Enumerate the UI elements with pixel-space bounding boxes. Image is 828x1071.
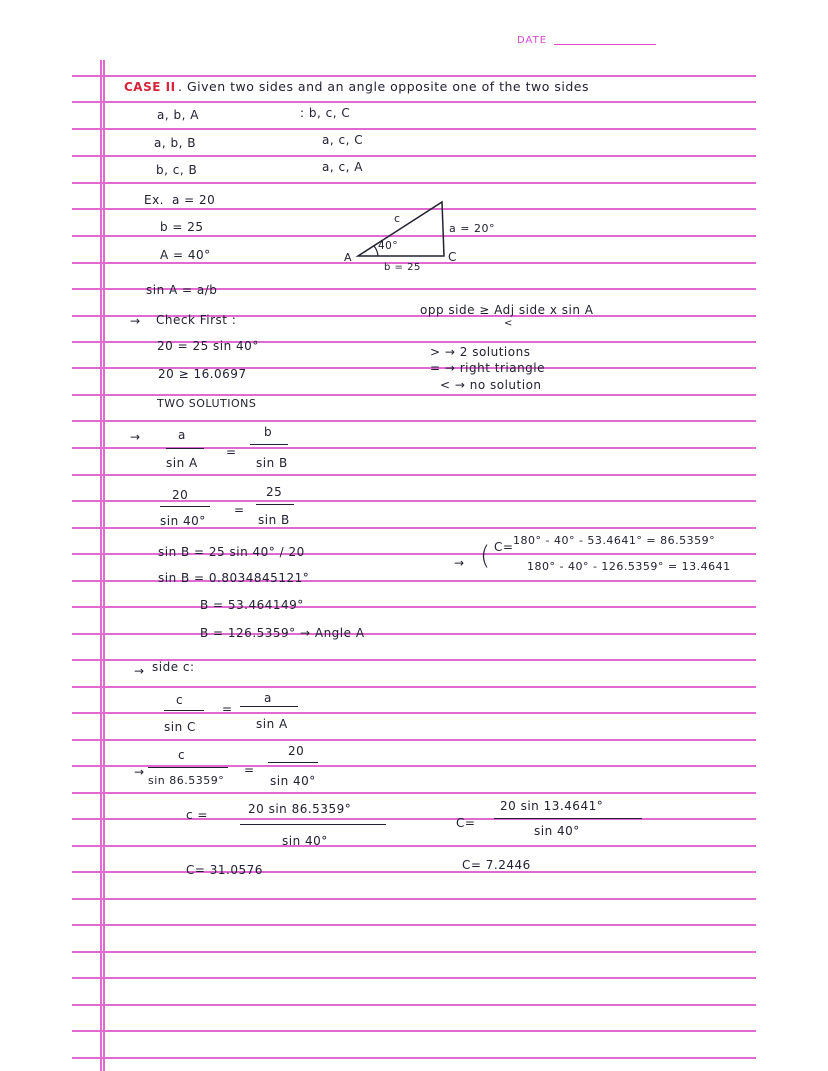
ruled-line [72,898,756,900]
law-sinA: sin A [166,456,198,470]
sub-20: 20 [172,488,189,502]
two-solutions: TWO SOLUTIONS [157,397,257,410]
sub-sin40: sin 40° [160,514,206,528]
fraction-bar [494,818,642,819]
ruled-line [72,977,756,979]
date-underline [554,44,656,45]
case-title: . Given two sides and an angle opposite one of the two sides [178,79,589,94]
sub-25: 25 [266,485,283,499]
fraction-bar [164,710,204,711]
ruled-line [72,712,756,714]
date-label: DATE [517,35,548,46]
sinB-value: sin B = 0.8034845121° [158,571,310,585]
example-a: a = 20 [172,193,216,207]
check-line-1: 20 = 25 sin 40° [157,339,259,353]
ruled-line [72,128,756,130]
ruled-line [72,420,756,422]
c2-20: 20 [288,744,305,758]
law-sinB: sin B [256,456,288,470]
rule-two-solutions: > → 2 solutions [430,345,531,359]
case-find-2: a, c, C [322,133,364,147]
ruled-line [72,474,756,476]
triangle-vertex-A: A [344,251,353,264]
example-label: Ex. [144,193,164,207]
law-a: a [178,428,186,442]
ruled-line [72,871,756,873]
triangle-side-a: a = 20° [449,222,495,235]
case-label: CASE II [124,80,176,94]
ruled-line [72,155,756,157]
arrow-icon: → [130,430,141,444]
ruled-line [72,101,756,103]
C1-calc: 180° - 40° - 53.4641° = 86.5359° [513,534,716,547]
rule-heading: opp side ≥ Adj side x sin A [420,303,594,317]
c3-numerator: 20 sin 86.5359° [248,802,352,816]
C-label: C= [494,540,514,554]
fraction-bar [250,444,288,445]
fraction-bar [160,506,210,507]
c3-lhs: c = [186,808,208,822]
ruled-line [72,606,756,608]
rule-right-triangle: = → right triangle [430,361,546,375]
ruled-line [72,845,756,847]
equals: = [226,445,237,459]
law-b: b [264,425,273,439]
c-result-1: C= 31.0576 [186,863,263,877]
arrow-icon: → [134,664,145,678]
side-c-heading: side c: [152,660,195,674]
triangle-angle: 40° [378,240,399,252]
ruled-line [72,1057,756,1059]
triangle-shape [358,202,444,256]
case-given-1: a, b, A [157,108,199,122]
margin-line [103,60,105,1071]
c-result-2: C= 7.2446 [462,858,531,872]
c4-numerator: 20 sin 13.4641° [500,799,604,813]
arrow-icon: → [134,765,145,779]
ruled-line [72,75,756,77]
fraction-bar [240,706,298,707]
c2-sin40: sin 40° [270,774,316,788]
triangle-side-c: c [394,212,401,225]
equals: = [222,702,233,716]
c-numerator: c [176,693,184,707]
check-line-2: 20 ≥ 16.0697 [158,367,247,381]
fraction-bar [148,767,228,768]
arrow-icon: → [454,556,465,570]
triangle-side-b: b = 25 [384,262,421,273]
fraction-bar [166,448,204,449]
fraction-bar [268,762,318,763]
case-given-2: a, b, B [154,136,196,150]
example-b: b = 25 [160,220,204,234]
fraction-bar [256,504,294,505]
equals: = [244,763,255,777]
brace-icon: ( [480,541,491,571]
c-sinC: sin C [164,720,196,734]
ruled-line [72,394,756,396]
c2-sin86: sin 86.5359° [148,774,225,787]
sinB-equation: sin B = 25 sin 40° / 20 [158,545,305,559]
ruled-line [72,686,756,688]
ruled-line [72,1030,756,1032]
example-A: A = 40° [160,248,211,262]
c4-denominator: sin 40° [534,824,580,838]
margin-line [100,60,102,1071]
case-find-1: : b, c, C [300,106,351,120]
equals: = [234,503,245,517]
rule-no-solution: < → no solution [440,378,542,392]
ruled-line [72,951,756,953]
angle-B1: B = 53.464149° [200,598,304,612]
ruled-line [72,633,756,635]
triangle-vertex-C: C [448,250,457,264]
case-find-3: a, c, A [322,160,363,174]
fraction-bar [240,824,386,825]
c-sinA: sin A [256,717,288,731]
angle-B2: B = 126.5359° → Angle A [200,626,365,640]
c-a: a [264,691,272,705]
ruled-line [72,792,756,794]
ruled-line [72,924,756,926]
rule-less-than: < [504,318,513,329]
sin-ratio: sin A = a/b [146,283,218,297]
ruled-line [72,1004,756,1006]
c3-denominator: sin 40° [282,834,328,848]
ruled-line [72,818,756,820]
ruled-line [72,739,756,741]
case-given-3: b, c, B [156,163,198,177]
arrow-icon: → [130,314,141,328]
check-first: Check First : [156,313,237,327]
c4-lhs: C= [456,816,476,830]
c2-numerator: c [178,748,186,762]
sub-sinB: sin B [258,513,290,527]
C2-calc: 180° - 40° - 126.5359° = 13.4641 [527,560,731,573]
ruled-line [72,182,756,184]
